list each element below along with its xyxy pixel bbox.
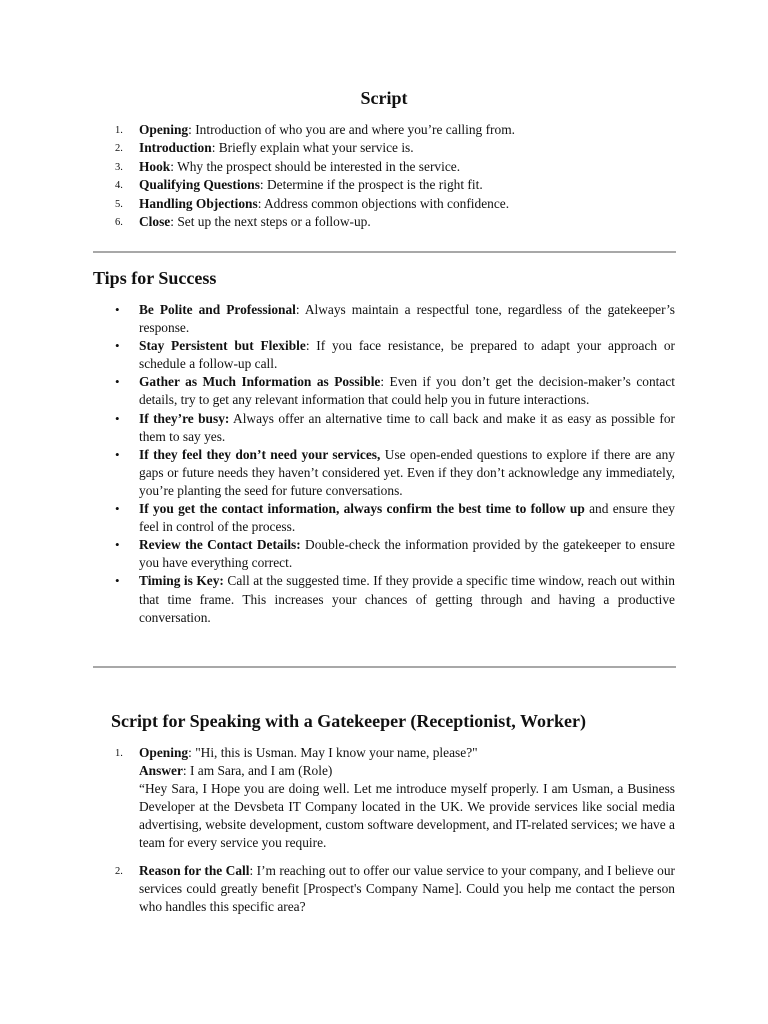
script-step: [95, 213, 685, 231]
step-number: 3.: [115, 161, 123, 173]
step-term: Opening: [139, 745, 189, 760]
step-number: 1.: [115, 125, 123, 136]
step-text: : Address common objections with confidence.: [257, 195, 510, 211]
step-term: Qualifying Questions: [139, 177, 260, 193]
script-step: [95, 121, 685, 139]
tip-term: If they’re busy:: [139, 410, 230, 426]
tip-text: Always offer an alternative time to call back and make it as easy as possible for them to say yes.: [139, 410, 675, 444]
section-divider: [93, 251, 676, 253]
introduction-quote: “Hey Sara, I Hope you are doing well. Let me introduce myself properly. I am Usman, a Business Developer at the Devsbeta IT Company located in the UK. We provide services like social media advertising, website development, custom software development, and IT-related services; we have a team for every service you require.: [139, 781, 675, 851]
opening-line: [139, 744, 675, 762]
step-text: : "Hi, this is Usman. May I know your name, please?": [188, 745, 478, 760]
tips-heading: Tips for Success: [93, 268, 217, 288]
bullet-icon: •: [115, 501, 120, 517]
bullet-icon: •: [115, 537, 120, 553]
answer-text: : I am Sara, and I am (Role): [182, 763, 333, 779]
tip-item: [95, 536, 675, 572]
bullet-icon: •: [115, 573, 120, 589]
step-term: Opening: [139, 122, 189, 137]
tip-text: Use open-ended questions to explore if there are any gaps or future needs they haven’t considered yet. Even if they don’t acknowledge any immediately, you’re planting the seed for future conversations.: [139, 446, 675, 498]
step-text: : Why the prospect should be interested in the service.: [170, 158, 461, 174]
tip-text: : If you face resistance, be prepared to adapt your approach or schedule a follow-up call.: [139, 338, 675, 372]
tip-term: If you get the contact information, always confirm the best time to follow up: [139, 501, 585, 517]
step-number: 6.: [115, 217, 123, 229]
answer-term: Answer: [139, 763, 183, 779]
bullet-icon: •: [115, 410, 120, 426]
tip-item: [95, 410, 675, 446]
script-step: [95, 195, 685, 213]
step-text: : Determine if the prospect is the right fit.: [259, 177, 483, 193]
step-term: Reason for the Call: [139, 862, 250, 878]
step-term: Handling Objections: [139, 195, 258, 211]
answer-line: [139, 762, 675, 780]
step-term: Hook: [139, 158, 171, 174]
tip-text: : Always maintain a respectful tone, regardless of the gatekeeper’s response.: [139, 302, 675, 336]
step-text: : Introduction of who you are and where you’re calling from.: [188, 122, 515, 137]
tip-term: Be Polite and Professional: [139, 302, 296, 317]
tip-term: Stay Persistent but Flexible: [139, 338, 306, 354]
tip-term: If they feel they don’t need your services,: [139, 446, 381, 462]
step-text: : Set up the next steps or a follow-up.: [170, 214, 371, 230]
tip-term: Review the Contact Details:: [139, 537, 301, 553]
section-divider: [93, 666, 676, 668]
step-number: 4.: [115, 180, 123, 192]
step-text: : Briefly explain what your service is.: [211, 140, 414, 156]
tip-item: [95, 572, 675, 626]
tip-text: : Even if you don’t get the decision-maker’s contact details, try to get any relevant information that could help you in future interactions.: [139, 374, 675, 408]
step-number: 5.: [115, 198, 123, 210]
script-step: [95, 139, 685, 157]
step-text: : I’m reaching out to offer our value service to your company, and I believe our services could greatly benefit [Prospect's Company Name]. Could you help me contact the person who handles this specific area?: [139, 862, 676, 914]
tip-item: [95, 373, 675, 409]
tip-item: [95, 301, 675, 337]
tip-text: and ensure they feel in control of the process.: [139, 501, 675, 535]
script-steps-list: [95, 121, 685, 231]
step-number: 2.: [115, 143, 123, 155]
step-number: 1.: [115, 748, 123, 759]
step-number: 2.: [115, 865, 123, 877]
gatekeeper-step: [95, 744, 675, 853]
step-term: Close: [139, 214, 171, 230]
tips-list: [95, 301, 675, 627]
tip-text: Double-check the information provided by the gatekeeper to ensure you have everything correct.: [139, 537, 675, 571]
tip-term: Gather as Much Information as Possible: [139, 374, 381, 390]
tip-item: [95, 446, 675, 500]
tip-text: Call at the suggested time. If they provide a specific time window, reach out within that time frame. This increases your chances of getting through and having a productive conversation.: [139, 573, 675, 625]
step-term: Introduction: [139, 140, 212, 156]
script-step: [95, 158, 685, 176]
tip-item: [95, 337, 675, 373]
bullet-icon: •: [115, 446, 120, 462]
tip-term: Timing is Key:: [139, 573, 224, 589]
bullet-icon: •: [115, 302, 120, 317]
bullet-icon: •: [115, 338, 120, 354]
script-heading: Script: [360, 88, 408, 108]
gatekeeper-script-list: [95, 744, 675, 916]
tip-item: [95, 500, 675, 536]
script-step: [95, 176, 685, 194]
bullet-icon: •: [115, 374, 120, 390]
gatekeeper-heading: Script for Speaking with a Gatekeeper (Receptionist, Worker): [111, 711, 586, 731]
gatekeeper-step: [95, 862, 675, 916]
